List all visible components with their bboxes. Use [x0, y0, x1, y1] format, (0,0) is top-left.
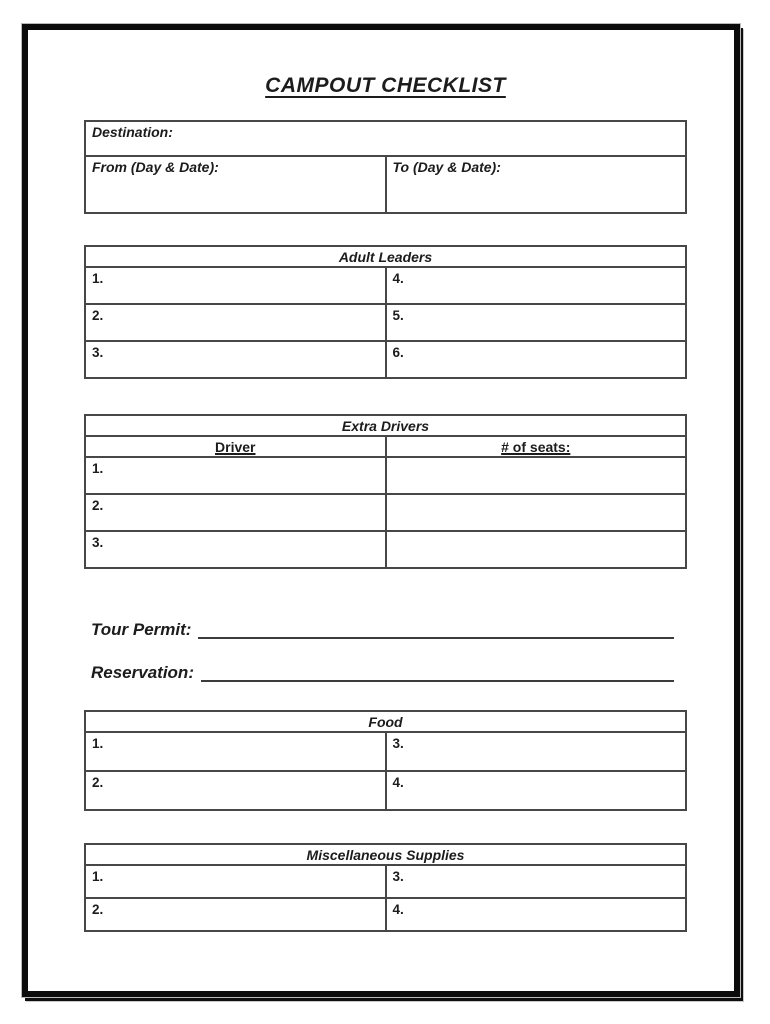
reservation-label: Reservation:	[91, 663, 194, 682]
to-date-field[interactable]	[386, 156, 687, 213]
from-date-field[interactable]	[85, 156, 386, 213]
food-table	[84, 710, 687, 811]
food-field-1[interactable]	[85, 732, 386, 771]
from-date-label: From (Day & Date):	[92, 159, 219, 175]
destination-field[interactable]	[85, 121, 686, 156]
row-number: 3.	[392, 869, 404, 884]
row-number: 3.	[92, 535, 104, 550]
food-field-2[interactable]	[85, 771, 386, 810]
tour-permit-label: Tour Permit:	[91, 620, 192, 639]
driver-column-header: Driver	[85, 436, 386, 457]
extra-drivers-header: Extra Drivers	[85, 415, 686, 436]
row-number: 3.	[92, 345, 104, 360]
row-number: 2.	[92, 902, 104, 917]
adult-leader-field-2[interactable]	[85, 304, 386, 341]
row-number: 2.	[92, 498, 104, 513]
trip-info-table	[84, 120, 687, 214]
adult-leaders-header: Adult Leaders	[85, 246, 686, 267]
misc-supplies-header: Miscellaneous Supplies	[85, 844, 686, 865]
row-number: 1.	[92, 461, 104, 476]
tour-permit-row	[91, 619, 674, 641]
row-number: 3.	[392, 736, 404, 751]
to-date-label: To (Day & Date):	[392, 159, 501, 175]
adult-leader-field-1[interactable]	[85, 267, 386, 304]
tour-permit-field[interactable]	[198, 625, 674, 639]
driver-field-1[interactable]	[85, 457, 386, 494]
document-content	[28, 72, 734, 932]
seats-field-2[interactable]	[386, 494, 687, 531]
row-number: 5.	[392, 308, 404, 323]
misc-field-1[interactable]	[85, 865, 386, 898]
row-number: 2.	[92, 308, 104, 323]
adult-leaders-table	[84, 245, 687, 379]
extra-drivers-table	[84, 414, 687, 569]
fill-lines-section	[84, 619, 674, 684]
row-number: 1.	[92, 736, 104, 751]
adult-leader-field-4[interactable]	[386, 267, 687, 304]
row-number: 6.	[392, 345, 404, 360]
driver-field-2[interactable]	[85, 494, 386, 531]
misc-field-3[interactable]	[386, 865, 687, 898]
destination-label: Destination:	[92, 124, 173, 140]
driver-field-3[interactable]	[85, 531, 386, 568]
row-number: 4.	[392, 902, 404, 917]
row-number: 1.	[92, 869, 104, 884]
row-number: 2.	[92, 775, 104, 790]
adult-leader-field-5[interactable]	[386, 304, 687, 341]
reservation-row	[91, 662, 674, 684]
misc-supplies-table	[84, 843, 687, 932]
food-header: Food	[85, 711, 686, 732]
misc-field-2[interactable]	[85, 898, 386, 931]
food-field-3[interactable]	[386, 732, 687, 771]
seats-column-header: # of seats:	[386, 436, 687, 457]
food-field-4[interactable]	[386, 771, 687, 810]
adult-leader-field-6[interactable]	[386, 341, 687, 378]
row-number: 1.	[92, 271, 104, 286]
misc-field-4[interactable]	[386, 898, 687, 931]
seats-field-1[interactable]	[386, 457, 687, 494]
reservation-field[interactable]	[201, 668, 674, 682]
adult-leader-field-3[interactable]	[85, 341, 386, 378]
row-number: 4.	[392, 775, 404, 790]
page-title: CAMPOUT CHECKLIST	[265, 74, 506, 97]
page-frame	[22, 24, 740, 997]
row-number: 4.	[392, 271, 404, 286]
seats-field-3[interactable]	[386, 531, 687, 568]
